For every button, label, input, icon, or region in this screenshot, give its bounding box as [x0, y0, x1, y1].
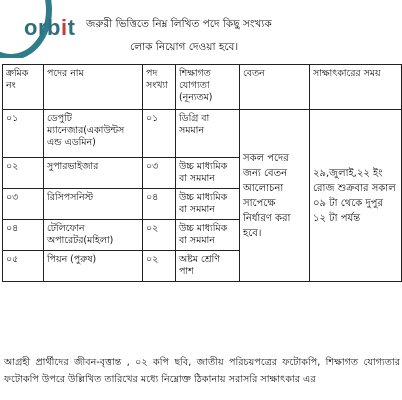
application-instructions: আগ্রহী প্রার্থীদের জীবন-বৃত্তান্ত , ০২ কপি ছবি, জাতীয় পরিচয়পত্রের ফটোকপি, শিক্ষাগত যোগ্যতার ফটোকপি উপরে উল্লিখিত তারিখের মধ্যে নিম্নোক্ত ঠিকানায় সরাসরি সাক্ষাৎকার এর: [4, 357, 400, 385]
cell-post: পিয়ন (পুরুষ): [44, 251, 143, 282]
cell-count: ০১: [143, 110, 176, 158]
cell-post: সুপারভাইজার: [44, 158, 143, 189]
cell-education: উচ্চ মাধ্যমিক বা সমমান: [176, 189, 240, 220]
cell-count: ০৩: [143, 158, 176, 189]
vacancy-table: [2, 64, 402, 282]
cell-education: উচ্চ মাধ্যমিক বা সমমান: [176, 158, 240, 189]
cell-post: ডেপুটি ম্যানেজার(একাউন্টস এন্ড এডমিন): [44, 110, 143, 158]
cell-count: ০২: [143, 251, 176, 282]
header-interview-time: সাক্ষাৎকারের সময়: [310, 65, 402, 110]
cell-serial: ০৫: [3, 251, 44, 282]
table-header-row: [3, 65, 402, 110]
cell-salary-merged: সকল পদের জন্য বেতন আলোচনা সাপেক্ষে নির্ধারণ করা হবে।: [240, 110, 310, 282]
header-education: শিক্ষাগত যোগ্যতা (নূন্যতম): [176, 65, 240, 110]
cell-interview-merged: ২৯,জুলাই,২২ ইং রোজ শুক্রবার সকাল ০৯ টা থেকে দুপুর ১২ টা পর্যন্ত: [310, 110, 402, 282]
cell-serial: ০৩: [3, 189, 44, 220]
cell-serial: ০১: [3, 110, 44, 158]
cell-post: রিসিপসনিস্ট: [44, 189, 143, 220]
company-logo: [0, 0, 76, 58]
header-count: পদ সংখ্যা: [143, 65, 176, 110]
cell-count: ০৪: [143, 189, 176, 220]
cell-post: টেলিফোন অপারেটর(মহিলা): [44, 220, 143, 251]
cell-count: ০২: [143, 220, 176, 251]
cell-education: অষ্টম শ্রেণি পাশ: [176, 251, 240, 282]
notice-heading-line-1: জরুরী ভিত্তিতে নিম্ন লিখিত পদে কিছু সংখ্যক: [86, 18, 272, 30]
logo-wordmark: orbit: [24, 15, 76, 40]
header-salary: বেতন: [240, 65, 310, 110]
cell-education: উচ্চ মাধ্যমিক বা সমমান: [176, 220, 240, 251]
notice-heading-line-2: লোক নিয়োগ দেওয়া হবে।: [130, 41, 239, 53]
header-post: পদের নাম: [44, 65, 143, 110]
header-serial: ক্রমিক নং: [3, 65, 44, 110]
cell-serial: ০২: [3, 158, 44, 189]
table-row: [3, 110, 402, 158]
cell-serial: ০৪: [3, 220, 44, 251]
cell-education: ডিগ্রি বা সমমান: [176, 110, 240, 158]
